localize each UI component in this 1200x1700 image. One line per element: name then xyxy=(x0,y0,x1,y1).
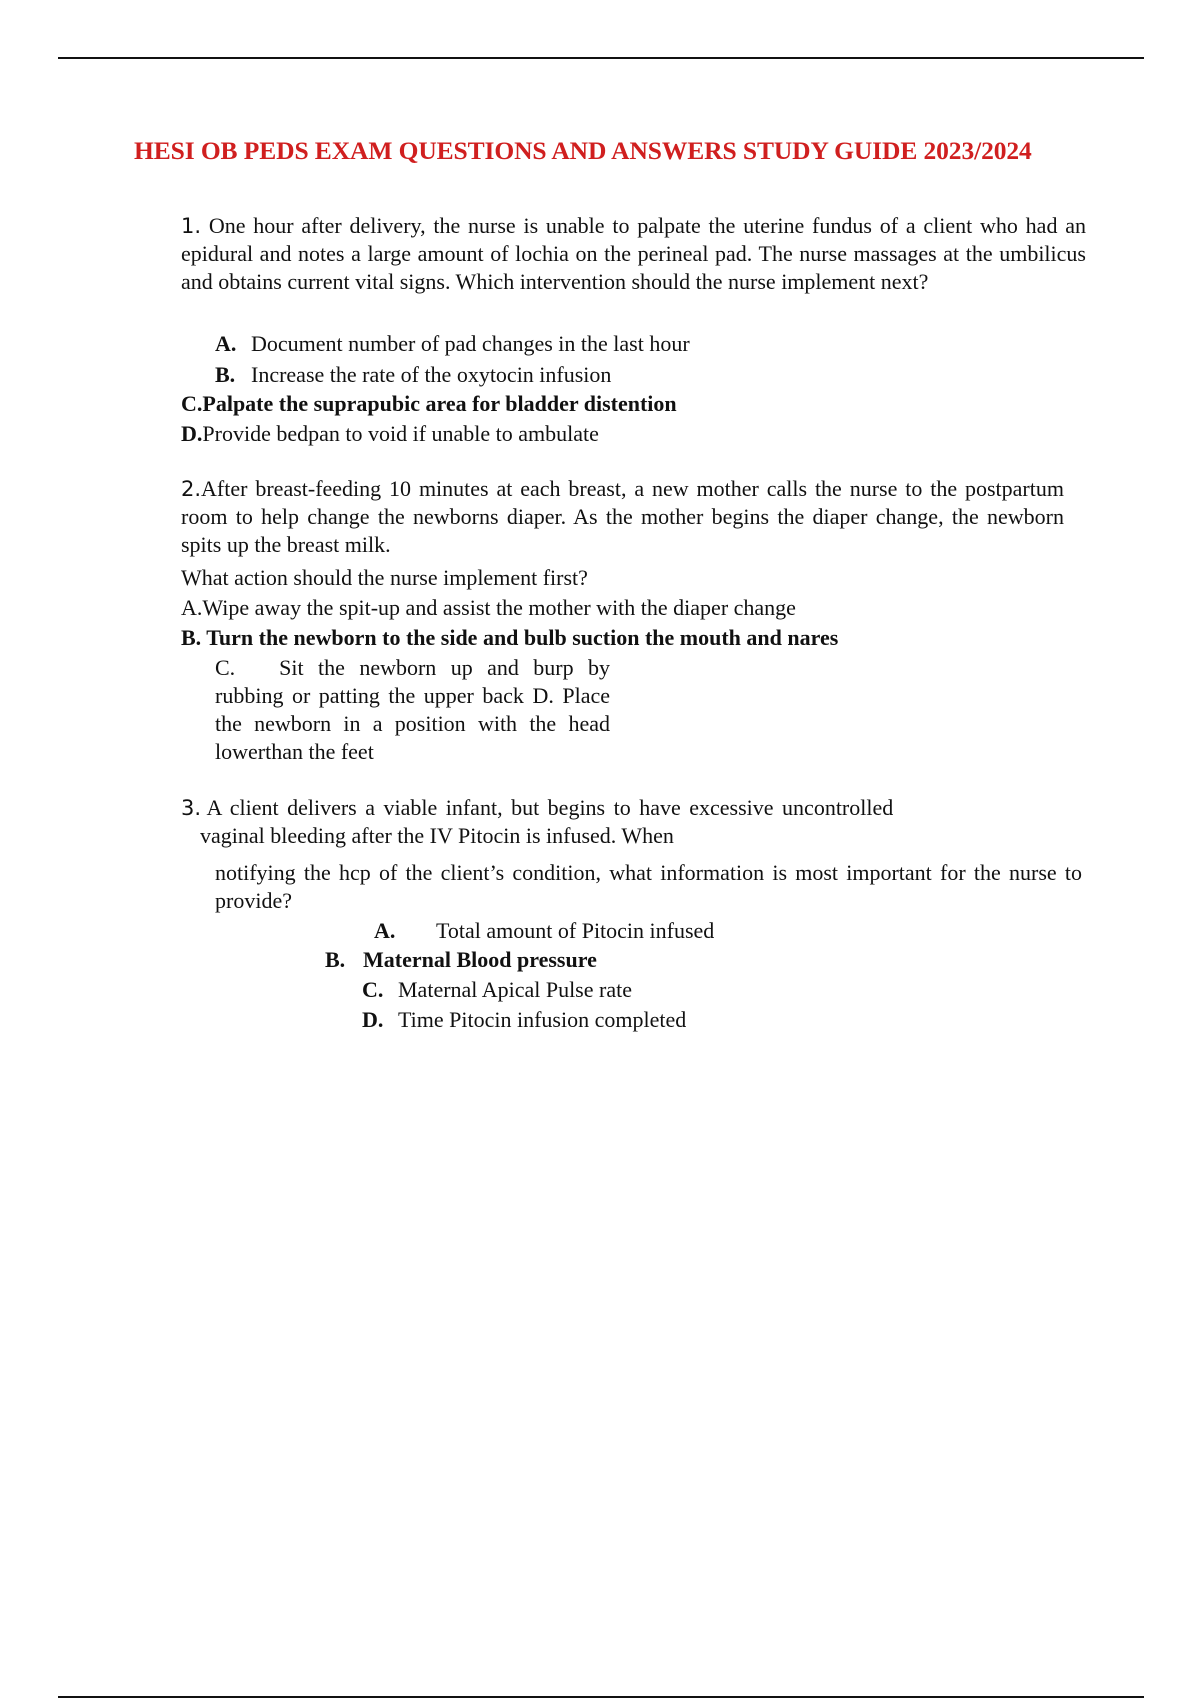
question-3-text-line-1: A client delivers a viable infant, but begins to have excessive uncontrolled xyxy=(206,795,894,820)
option-text: Palpate the suprapubic area for bladder distention xyxy=(202,391,677,416)
option-text: Total amount of Pitocin infused xyxy=(436,918,715,943)
option-letter: D. xyxy=(181,421,203,446)
question-2-text: After breast-feeding 10 minutes at each breast, a new mother calls the nurse to the postpartum room to help change the newborns diaper. As the mother begins the diaper change, the newborn spits up the breast milk. xyxy=(181,476,1064,557)
question-2-prompt: What action should the nurse implement first? xyxy=(181,565,588,590)
option-text: Time Pitocin infusion completed xyxy=(398,1007,687,1032)
option-letter: D. xyxy=(362,1007,384,1032)
option-text: Document number of pad changes in the last hour xyxy=(251,331,690,356)
question-2-stem xyxy=(181,475,1064,559)
question-3-number: 3. xyxy=(181,796,202,820)
option-text: Maternal Apical Pulse rate xyxy=(398,977,632,1002)
question-1-option-c-answer xyxy=(181,390,677,418)
option-letter: B. xyxy=(325,947,346,972)
question-1-number: 1. xyxy=(181,214,202,238)
question-3-option-d xyxy=(362,1006,686,1034)
question-2-options-c-d: C. Sit the newborn up and burp by rubbing or patting the upper back D. Place the newborn in a position with the head lowerthan the feet xyxy=(215,655,610,764)
question-3-stem-line-2: vaginal bleeding after the IV Pitocin is infused. When xyxy=(200,823,674,848)
question-2-number: 2. xyxy=(181,477,202,501)
question-1-option-b xyxy=(215,361,611,389)
option-letter: B. xyxy=(215,362,236,387)
question-1-option-d xyxy=(181,420,599,448)
question-3-stem-rest: notifying the hcp of the client’s condition, what information is most important for the nurse to provide? xyxy=(215,860,1082,913)
question-1-stem xyxy=(181,212,1086,296)
top-rule xyxy=(58,57,1144,59)
option-letter: A. xyxy=(374,918,396,943)
question-3-option-c xyxy=(362,976,632,1004)
question-2-option-b-answer: B. Turn the newborn to the side and bulb suction the mouth and nares xyxy=(181,625,839,650)
option-letter: A. xyxy=(215,331,237,356)
question-3-stem-line-1 xyxy=(181,794,994,822)
option-text: Maternal Blood pressure xyxy=(363,947,597,972)
question-1-text: One hour after delivery, the nurse is unable to palpate the uterine fundus of a client who had an epidural and notes a large amount of lochia on the perineal pad. The nurse massages at the umbilicus and obtains current vital signs. Which intervention should the nurse implement next? xyxy=(181,213,1086,294)
question-3-option-a xyxy=(374,917,714,945)
option-letter: C. xyxy=(362,977,384,1002)
page-title: HESI OB PEDS EXAM QUESTIONS AND ANSWERS STUDY GUIDE 2023/2024 xyxy=(134,136,1032,165)
question-3-option-b-answer xyxy=(325,946,597,974)
option-text: Increase the rate of the oxytocin infusion xyxy=(251,362,612,387)
option-text: Provide bedpan to void if unable to ambulate xyxy=(202,421,599,446)
bottom-rule xyxy=(58,1696,1144,1698)
option-letter: C. xyxy=(181,391,203,416)
question-1-option-a xyxy=(215,330,690,358)
question-2-option-a: A.Wipe away the spit-up and assist the mother with the diaper change xyxy=(181,595,796,620)
